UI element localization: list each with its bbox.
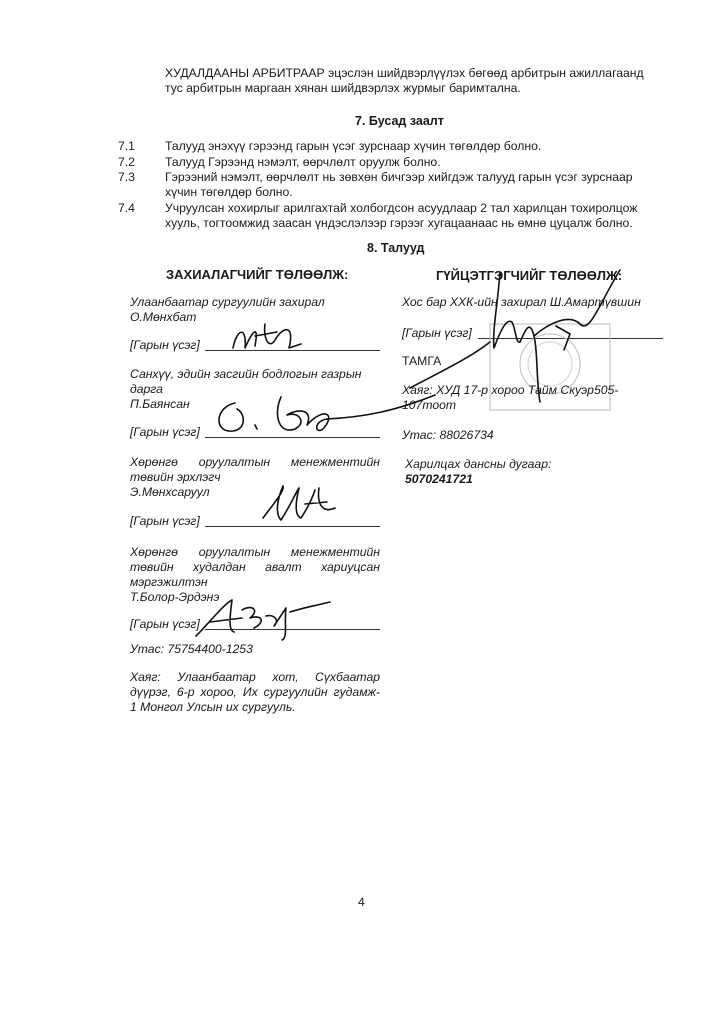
signer-4-sign-label: [Гарын үсэг] <box>130 617 200 631</box>
item-text: Талууд Гэрээнд нэмэлт, өөрчлөлт оруулж болно. <box>165 155 441 169</box>
contractor-sign-label: [Гарын үсэг] <box>402 326 472 340</box>
contractor-director: Хос бар ХХК-ийн захирал Ш.Амартүвшин <box>402 295 641 309</box>
item-text: Талууд энэхүү гэрээнд гарын үсэг зурснаар хүчин төгөлдөр болно. <box>165 139 542 153</box>
customer-address-1: Хаяг: Улаанбаатар хот, Сүхбаатар <box>130 670 380 684</box>
signer-3-title-2: төвийн эрхлэгч <box>130 470 221 484</box>
signature-3 <box>255 480 345 525</box>
signer-3-sign-label: [Гарын үсэг] <box>130 514 200 528</box>
item-text: хууль, тогтоомжид заасан үндэслэлээр гэрээг хугацаанаас нь өмнө цуцалж болно. <box>165 216 633 230</box>
account-label: Харилцах дансны дугаар: <box>405 457 552 471</box>
signer-2-sign-label: [Гарын үсэг] <box>130 425 200 439</box>
item-text: хүчин төгөлдөр болно. <box>165 185 293 199</box>
signer-1-name: О.Мөнхбат <box>130 310 197 324</box>
signer-3-name: Э.Мөнхсаруул <box>130 485 210 499</box>
contractor-phone: Утас: 88026734 <box>402 428 494 442</box>
item-num: 7.3 <box>118 170 135 184</box>
intro-line-1: ХУДАЛДААНЫ АРБИТРААР эцэслэн шийдвэрлүүлэх бөгөөд арбитрын ажиллагаанд <box>165 66 644 80</box>
signer-4-title-1: Хөрөнгө оруулалтын менежментийн <box>130 545 380 559</box>
item-num: 7.2 <box>118 155 135 169</box>
intro-line-2: тус арбитрын маргаан хянан шийдвэрлэх журмыг баримтална. <box>165 81 521 95</box>
item-num: 7.1 <box>118 139 135 153</box>
signer-2-name: П.Баянсан <box>130 397 190 411</box>
item-text: Гэрээний нэмэлт, өөрчлөлт нь зөвхөн бичгээр хийгдэж талууд гарын үсэг зурснаар <box>165 170 633 184</box>
intro-paragraph <box>165 66 665 96</box>
stamp-label: ТАМГА <box>402 354 442 368</box>
customer-phone: Утас: 75754400-1253 <box>130 642 253 656</box>
contractor-address-1: Хаяг: ХУД 17-р хороо Тайм Скуэр505- <box>402 383 619 397</box>
customer-address-2: дүүрэг, 6-р хороо, Их сургуулийн гудамж- <box>130 685 380 699</box>
item-num: 7.4 <box>118 201 135 215</box>
signer-4-name: Т.Болор-Эрдэнэ <box>130 590 220 604</box>
customer-heading: ЗАХИАЛАГЧИЙГ ТӨЛӨӨЛЖ: <box>166 267 349 282</box>
signature-line <box>205 526 380 527</box>
signer-2-title-1: Санхүү, эдийн засгийн бодлогын газрын <box>130 367 362 381</box>
account-number: 5070241721 <box>405 472 473 486</box>
section-8-title: 8. Талууд <box>367 241 425 255</box>
contractor-address-2: 107тоот <box>402 398 457 412</box>
signature-4 <box>190 592 340 642</box>
signer-3-title-1: Хөрөнгө оруулалтын менежментийн <box>130 455 380 469</box>
signer-1-title: Улаанбаатар сургуулийн захирал <box>130 295 325 309</box>
item-text: Учруулсан хохирлыг арилгахтай холбогдсон асуудлаар 2 тал харилцан тохиролцож <box>165 201 638 215</box>
signer-2-title-2: дарга <box>130 382 163 396</box>
section-7-title: 7. Бусад заалт <box>355 114 444 128</box>
signer-4-title-3: мэргэжилтэн <box>130 575 208 589</box>
signer-4-title-2: төвийн худалдан авалт хариуцсан <box>130 560 380 574</box>
customer-address-3: 1 Монгол Улсын их сургууль. <box>130 700 296 714</box>
page-number: 4 <box>358 895 365 909</box>
contractor-heading: ГҮЙЦЭТГЭГЧИЙГ ТӨЛӨӨЛЖ: <box>436 268 623 283</box>
signer-1-sign-label: [Гарын үсэг] <box>130 338 200 352</box>
signature-1 <box>225 318 305 358</box>
